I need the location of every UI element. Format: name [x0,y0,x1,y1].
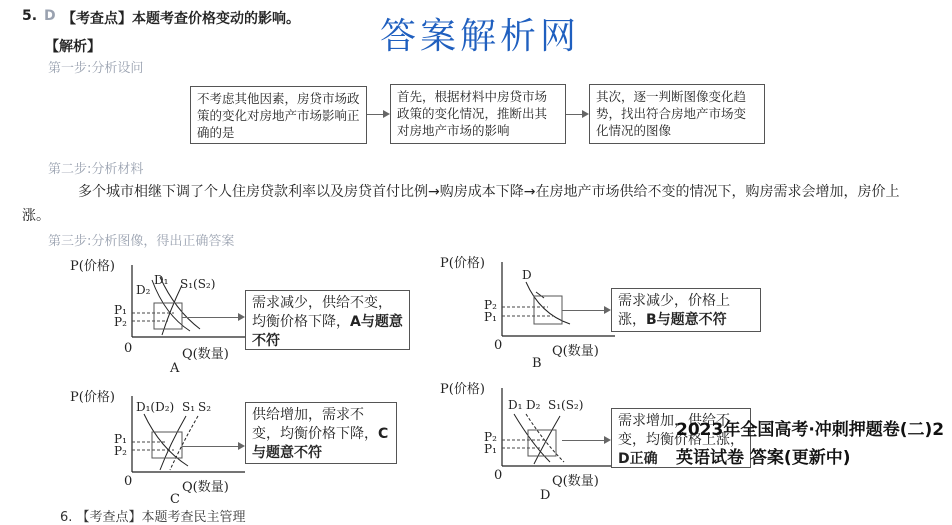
chart-a-curve-d1: D₁ [154,273,169,287]
site-watermark: 答案解析网 [380,16,581,57]
shift-arrow [536,292,544,298]
chart-a [70,255,250,375]
chart-d-verdict: D正确 [618,451,658,467]
chart-a-y-label: P(价格) [70,259,115,274]
arrow-right-icon [383,110,390,118]
chart-b-origin: 0 [494,338,503,353]
chart-d-origin: 0 [494,468,503,483]
chart-a-price-p2: P₂ [114,315,127,329]
step3-label: 第三步:分析图像，得出正确答案 [48,234,235,249]
chart-b-arrow [562,310,604,311]
footer-text: 6. 【考查点】本题考查民主管理 [60,510,246,525]
flow-box-2: 首先，根据材料中房贷市场政策的变化情况，推断出其对房地产市场的影响 [390,84,566,144]
chart-d-note-text: 需求增加，供给不变，均衡价格上涨， [618,413,744,448]
flow-box-3: 其次，逐一判断图像变化趋势，找出符合房地产市场变化情况的图像 [589,84,765,144]
material-paragraph: 多个城市相继下调了个人住房贷款利率以及房贷首付比例→购房成本下降→在房地产市场供给不变的情况下，购房需求会增加，房价上涨。 [22,184,900,224]
arrow-right-icon [604,306,611,314]
demand-curve-d1 [514,414,550,462]
chart-c-note-text: 供给增加，需求不变，均衡价格下降， [252,407,378,442]
arrow-right-icon [604,436,611,444]
chart-c-curve-s2: S₂ [198,400,212,414]
chart-a-note-text: 需求减少，供给不变，均衡价格下降， [252,295,392,330]
chart-b-note-text: 需求减少，价格上涨， [618,293,730,328]
chart-c-note [245,402,397,464]
overlay-title: 2023年全国高考·冲刺押题卷(二)2英语试卷 答案(更新中) [676,420,945,468]
chart-b-verdict: B与题意不符 [646,312,727,328]
chart-a-curve-d2: D₂ [136,283,151,297]
chart-c-id: C [170,492,180,507]
chart-a-x-label: Q(数量) [182,347,229,362]
chart-a-note [245,290,410,350]
chart-c-verdict: C与题意不符 [252,426,389,461]
flow-arrow-1 [367,114,383,115]
supply-curve-s2 [170,416,198,470]
highlight-box [534,296,562,324]
chart-c-price-p2: P₂ [114,444,127,458]
chart-d-arrow [562,440,604,441]
chart-d-curve-d1: D₁ [508,398,523,412]
chart-d-y-label: P(价格) [440,382,485,397]
arrow-right-icon [582,110,589,118]
answer-letter: D [44,8,56,24]
chart-c-x-label: Q(数量) [182,480,229,495]
demand-curve-d [526,282,570,324]
chart-d-curve-s: S₁(S₂) [548,398,584,412]
chart-d-price-p2: P₂ [484,430,497,444]
chart-a-price-p1: P₁ [114,303,127,317]
chart-d-id: D [540,488,551,503]
chart-b-y-label: P(价格) [440,256,485,271]
arrow-right-icon [238,442,245,450]
chart-c-price-p1: P₁ [114,432,127,446]
chart-a-arrow [182,317,238,318]
chart-b-note [611,288,761,332]
chart-d-x-label: Q(数量) [552,474,599,489]
chart-a-id: A [170,361,180,376]
flow-arrow-2 [566,114,582,115]
chart-d-curve-d2: D₂ [526,398,541,412]
chart-c-curve-d: D₁(D₂) [136,400,175,414]
chart-b-curve-d: D [522,268,532,282]
analysis-heading: 【解析】 [45,39,101,55]
chart-a-origin: 0 [124,341,133,356]
chart-b [440,252,620,372]
demand-curve-d2 [526,414,564,462]
flow-box-1: 不考虑其他因素，房贷市场政策的变化对房地产市场影响正确的是 [190,86,367,144]
step2-label: 第二步:分析材料 [48,162,144,177]
chart-b-price-p2: P₂ [484,298,497,312]
chart-b-x-label: Q(数量) [552,344,599,359]
chart-d-price-p1: P₁ [484,442,497,456]
chart-c-curve-s1: S₁ [182,400,196,414]
question-number: 5. [22,8,38,24]
chart-b-price-p1: P₁ [484,310,497,324]
chart-b-id: B [532,356,542,371]
chart-c [70,386,250,511]
step1-label: 第一步:分析设问 [48,61,144,76]
question-point: 【考查点】本题考查价格变动的影响。 [62,11,300,27]
chart-c-arrow [182,446,238,447]
arrow-right-icon [238,313,245,321]
chart-a-verdict: A与题意不符 [252,314,403,349]
chart-c-y-label: P(价格) [70,390,115,405]
chart-c-origin: 0 [124,474,133,489]
highlight-box [528,430,556,456]
chart-a-curve-s: S₁(S₂) [180,277,216,291]
supply-curve-s1 [162,285,182,335]
